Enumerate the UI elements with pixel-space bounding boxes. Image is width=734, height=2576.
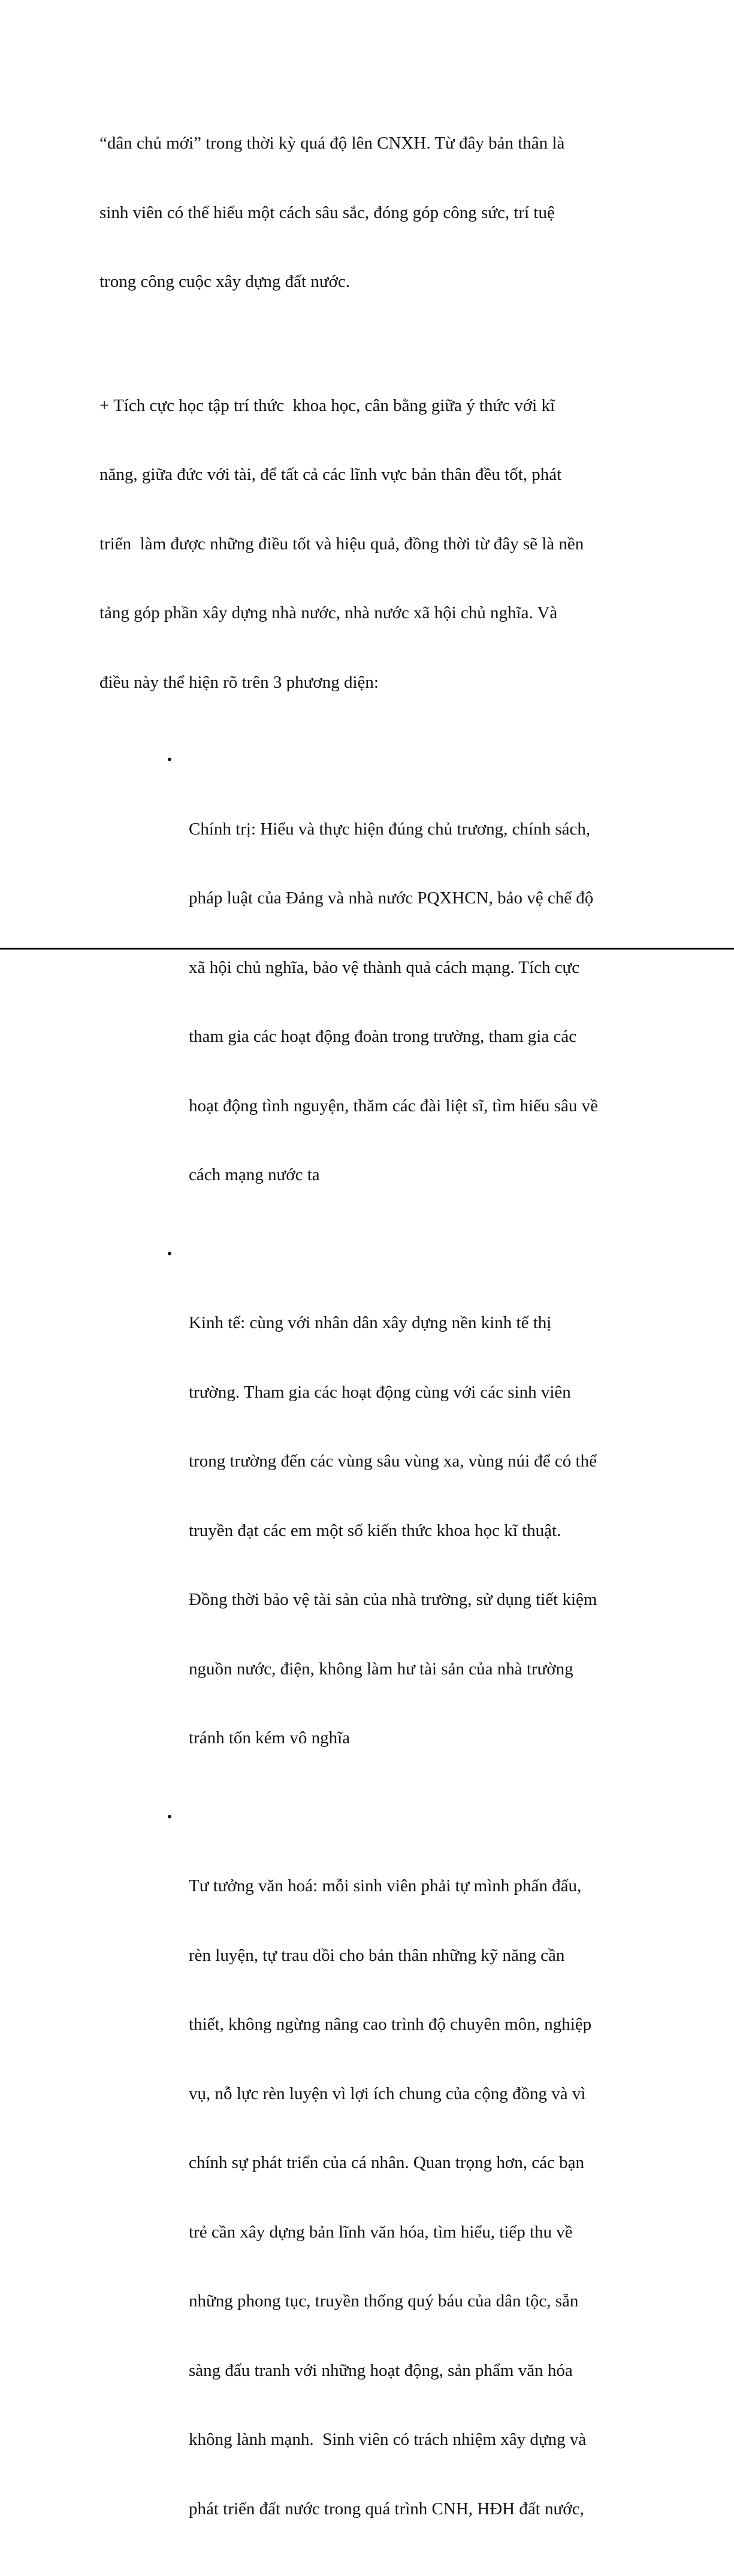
text-line: Đồng thời bảo vệ tài sản của nhà trường, sử dụng tiết kiệm [189,1590,597,1609]
bullet-dot-icon: • [166,1246,173,1261]
text-line: nguồn nước, điện, không làm hư tài sản của nhà trường [189,1659,573,1679]
text-line: Chính trị: Hiểu và thực hiện đúng chủ trương, chính sách, [189,819,591,839]
text-line: Kinh tế: cùng với nhân dân xây dựng nền kinh tế thị [189,1313,552,1332]
text-line: “dân chủ mới” trong thời kỳ quá độ lên CNXH. Từ đây bản thân là [99,134,565,153]
bullet-item-culture [166,1806,663,2567]
text-line: trong trường đến các vùng sâu vùng xa, vùng núi để có thể [189,1452,597,1471]
text-line: chính sự phát triển của cá nhân. Quan trọng hơn, các bạn [189,2153,584,2172]
text-line: tảng góp phần xây dựng nhà nước, nhà nước xã hội chủ nghĩa. Và [99,603,558,622]
text-line: truyền đạt các em một số kiến thức khoa học kĩ thuật. [189,1520,561,1540]
text-line: tránh tốn kém vô nghĩa [189,1728,351,1747]
bullet-item-economy [166,1242,663,1796]
text-line: tham gia các hoạt động đoàn trong trường, tham gia các [189,1027,577,1046]
text-line: không lành mạnh. Sinh viên có trách nhiệm xây dựng và [189,2430,587,2449]
text-line: rèn luyện, tự trau dồi cho bản thân những kỹ năng cần [189,1945,565,1965]
bullet-list [99,748,663,2566]
bullet-dot-icon: • [166,1809,173,1824]
text-line: trường. Tham gia các hoạt động cùng với các sinh viên [189,1382,571,1402]
text-line: vụ, nỗ lực rèn luyện vì lợi ích chung của cộng đồng và vì [189,2084,586,2103]
paragraph-1 [99,86,663,340]
text-line: những phong tục, truyền thống quý báu của dân tộc, sẵn [189,2291,579,2311]
text-line: thiết, không ngừng nâng cao trình độ chuyên môn, nghiệp [189,2015,592,2034]
text-line: cách mạng nước ta [189,1165,320,1184]
text-line: trẻ cần xây dựng bản lĩnh văn hóa, tìm hiểu, tiếp thu về [189,2222,573,2242]
text-line: pháp luật của Đảng và nhà nước PQXHCN, bảo vệ chế độ [189,888,594,908]
text-line: xã hội chủ nghĩa, bảo vệ thành quả cách mạng. Tích cực [189,957,580,977]
bullet-dot-icon: • [166,752,173,767]
bullet-item-politics [166,748,663,1233]
text-line: hoạt động tình nguyện, thăm các đài liệt sĩ, tìm hiểu sâu về [189,1096,598,1115]
text-line: phát triển đất nước trong quá trình CNH, HĐH đất nước, [189,2499,584,2518]
text-line: năng, giữa đức với tài, để tất cả các lĩnh vực bản thân đều tốt, phát [99,465,562,484]
text-line: + Tích cực học tập trí thức khoa học, cân bằng giữa ý thức với kĩ [99,395,555,415]
text-line: triển làm được những điều tốt và hiệu quả, đồng thời từ đây sẽ là nền [99,534,584,554]
paragraph-2 [99,348,663,740]
text-line: sàng đấu tranh với những hoạt động, sản phẩm văn hóa [189,2360,573,2380]
document-body [99,86,663,2576]
text-line: trong công cuộc xây dựng đất nước. [99,272,351,291]
text-line: điều này thể hiện rõ trên 3 phương diện: [99,672,379,692]
text-line: Tư tưởng văn hoá: mỗi sinh viên phải tự mình phấn đấu, [189,1876,582,1895]
page-bottom-border [0,948,734,950]
text-line: sinh viên có thể hiểu một cách sâu sắc, đóng góp công sức, trí tuệ [99,202,555,222]
